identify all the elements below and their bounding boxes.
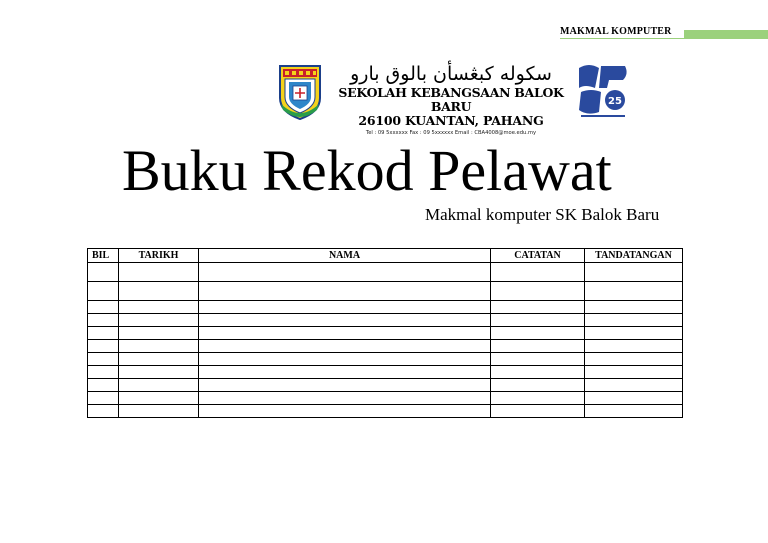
table-cell bbox=[199, 314, 491, 327]
table-cell bbox=[119, 366, 199, 379]
table-cell bbox=[119, 405, 199, 418]
table-cell bbox=[491, 301, 585, 314]
table-cell bbox=[199, 301, 491, 314]
table-cell bbox=[119, 327, 199, 340]
table-cell bbox=[199, 353, 491, 366]
table-cell bbox=[199, 263, 491, 282]
table-cell bbox=[119, 263, 199, 282]
table-row bbox=[88, 340, 683, 353]
table-row bbox=[88, 392, 683, 405]
table-cell bbox=[199, 405, 491, 418]
column-header-nama: NAMA bbox=[199, 249, 491, 263]
visitor-record-table bbox=[87, 248, 683, 418]
table-cell bbox=[119, 282, 199, 301]
table-cell bbox=[585, 392, 683, 405]
table-cell bbox=[88, 366, 119, 379]
table-cell bbox=[88, 301, 119, 314]
table-cell bbox=[88, 327, 119, 340]
table-cell bbox=[119, 301, 199, 314]
table-cell bbox=[585, 340, 683, 353]
table-cell bbox=[585, 282, 683, 301]
table-cell bbox=[119, 314, 199, 327]
table-cell bbox=[585, 405, 683, 418]
school-contact: Tel : 09 5xxxxxx Fax : 09 5xxxxxx Email : CBA4008@moe.edu.my bbox=[365, 130, 537, 136]
table-cell bbox=[585, 327, 683, 340]
column-header-tandatangan: TANDATANGAN bbox=[585, 249, 683, 263]
table-cell bbox=[119, 353, 199, 366]
table-cell bbox=[491, 379, 585, 392]
table-cell bbox=[491, 327, 585, 340]
school-name-jawi: سکوله کبڠسأن بالوق بارو bbox=[350, 63, 552, 85]
table-cell bbox=[585, 353, 683, 366]
table-cell bbox=[585, 366, 683, 379]
table-cell bbox=[491, 282, 585, 301]
table-cell bbox=[491, 366, 585, 379]
svg-text:25: 25 bbox=[608, 96, 622, 107]
table-cell bbox=[491, 314, 585, 327]
table-cell bbox=[199, 327, 491, 340]
table-cell bbox=[88, 314, 119, 327]
page-title: Buku Rekod Pelawat bbox=[122, 138, 612, 203]
table-cell bbox=[88, 340, 119, 353]
school-header bbox=[333, 62, 569, 138]
table-cell bbox=[199, 379, 491, 392]
table-cell bbox=[119, 379, 199, 392]
table-cell bbox=[88, 353, 119, 366]
table-cell bbox=[88, 263, 119, 282]
table-cell bbox=[88, 405, 119, 418]
table-header-row bbox=[88, 249, 683, 263]
school-crest-icon bbox=[277, 64, 323, 120]
table-cell bbox=[491, 392, 585, 405]
table-cell bbox=[491, 405, 585, 418]
table-row bbox=[88, 282, 683, 301]
table-row bbox=[88, 263, 683, 282]
header-accent-bar bbox=[684, 30, 768, 38]
table-cell bbox=[199, 366, 491, 379]
table-row bbox=[88, 405, 683, 418]
table-cell bbox=[585, 263, 683, 282]
table-cell bbox=[88, 379, 119, 392]
table-cell bbox=[119, 392, 199, 405]
table-row bbox=[88, 301, 683, 314]
table-cell bbox=[199, 282, 491, 301]
table-cell bbox=[88, 282, 119, 301]
header-label: MAKMAL KOMPUTER bbox=[560, 26, 672, 37]
table-row bbox=[88, 314, 683, 327]
table-cell bbox=[491, 340, 585, 353]
table-row bbox=[88, 327, 683, 340]
table-cell bbox=[88, 392, 119, 405]
school-address: 26100 KUANTAN, PAHANG bbox=[358, 113, 544, 128]
page-subtitle: Makmal komputer SK Balok Baru bbox=[425, 205, 660, 224]
table-cell bbox=[585, 314, 683, 327]
table-cell bbox=[119, 340, 199, 353]
column-header-tarikh: TARIKH bbox=[119, 249, 199, 263]
table-cell bbox=[491, 353, 585, 366]
table-row bbox=[88, 353, 683, 366]
table-cell bbox=[585, 379, 683, 392]
header-rule bbox=[560, 38, 768, 39]
column-header-catatan: CATATAN bbox=[491, 249, 585, 263]
column-header-bil: BIL bbox=[88, 249, 119, 263]
school-name: SEKOLAH KEBANGSAAN BALOK BARU bbox=[338, 85, 564, 114]
table-cell bbox=[491, 263, 585, 282]
table-row bbox=[88, 366, 683, 379]
table-cell bbox=[199, 340, 491, 353]
emblem-25-icon bbox=[575, 62, 631, 120]
table-cell bbox=[199, 392, 491, 405]
table-cell bbox=[585, 301, 683, 314]
table-row bbox=[88, 379, 683, 392]
